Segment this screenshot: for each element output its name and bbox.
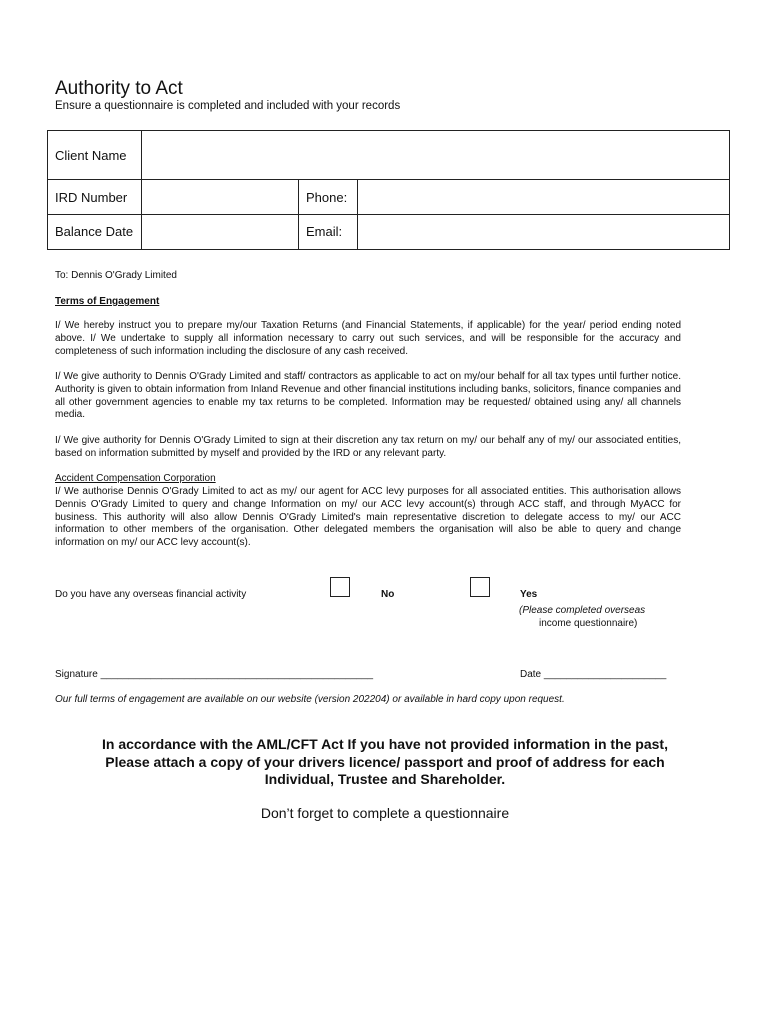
acc-paragraph: I/ We authorise Dennis O'Grady Limited to act as my/ our agent for ACC levy purposes for all associated entities. This authorisation allows Dennis O'Grady Limited to query and change Information on my/ our ACC levy account(s) through ACC staff, and through MyACC for business. This authority will also allow Dennis O'Grady Limited's main representative discretion to delegate access to my/ our ACC information to other members of the organisation. Other delegated members the organisation will also be able to query and change information on my/ our ACC levy account(s). [55,486,681,549]
email-field[interactable] [358,215,730,250]
client-details-table [47,130,730,250]
client-name-field[interactable] [142,131,730,180]
terms-paragraph-2: I/ We give authority to Dennis O'Grady Limited and staff/ contractors as applicable to act on my/our behalf for all tax types until further notice. Authority is given to obtain information from Inland Revenue and other financial institutions including banks, solicitors, finance companies and all other government agencies to enable my tax returns to be completed. Information may be requested/ obtained using any/ all channels media. [55,371,681,421]
balance-date-field[interactable] [142,215,299,250]
ird-number-label: IRD Number [48,180,142,215]
signature-line[interactable]: Signature _________________________________________________ [55,669,374,680]
notice-line-3: Individual, Trustee and Shareholder. [264,771,506,787]
questionnaire-reminder: Don’t forget to complete a questionnaire [260,805,510,821]
overseas-no-label: No [381,589,395,600]
overseas-yes-checkbox[interactable] [470,577,490,597]
notice-line-1: In accordance with the AML/CFT Act If you have not provided information in the past, [101,736,668,752]
overseas-question: Do you have any overseas financial activity [55,589,247,600]
acc-heading: Accident Compensation Corporation [55,473,216,484]
date-line[interactable]: Date ______________________ [520,669,667,680]
terms-paragraph-1: I/ We hereby instruct you to prepare my/our Taxation Returns (and Financial Statements, if applicable) for the year/ period ending noted above. I/ We undertake to supply all information necessary to carry out such services, and will be responsible for the accuracy and completeness of such information including the disclosure of any cash received. [55,320,681,357]
phone-field[interactable] [358,180,730,215]
overseas-yes-label: Yes [520,589,538,600]
client-name-label: Client Name [48,131,142,180]
aml-cft-notice [40,736,730,789]
addressee: To: Dennis O'Grady Limited [55,270,177,281]
terms-heading: Terms of Engagement [55,296,160,307]
page-title: Authority to Act [55,78,183,99]
overseas-yes-note-line2: income questionnaire) [539,618,638,629]
email-label: Email: [299,215,358,250]
terms-paragraph-3: I/ We give authority for Dennis O'Grady Limited to sign at their discretion any tax return on my/ our behalf any of my/ our associated entities, based on information submitted by myself and provided by the IRD or any relevant party. [55,435,681,459]
phone-label: Phone: [299,180,358,215]
overseas-yes-note-line1: (Please completed overseas [519,605,646,616]
notice-line-2: Please attach a copy of your drivers licence/ passport and proof of address for each [105,753,665,770]
page-subtitle: Ensure a questionnaire is completed and included with your records [55,100,401,112]
ird-number-field[interactable] [142,180,299,215]
balance-date-label: Balance Date [48,215,142,250]
overseas-no-checkbox[interactable] [330,577,350,597]
terms-availability-note: Our full terms of engagement are available on our website (version 202204) or available in hard copy upon request. [55,694,565,705]
